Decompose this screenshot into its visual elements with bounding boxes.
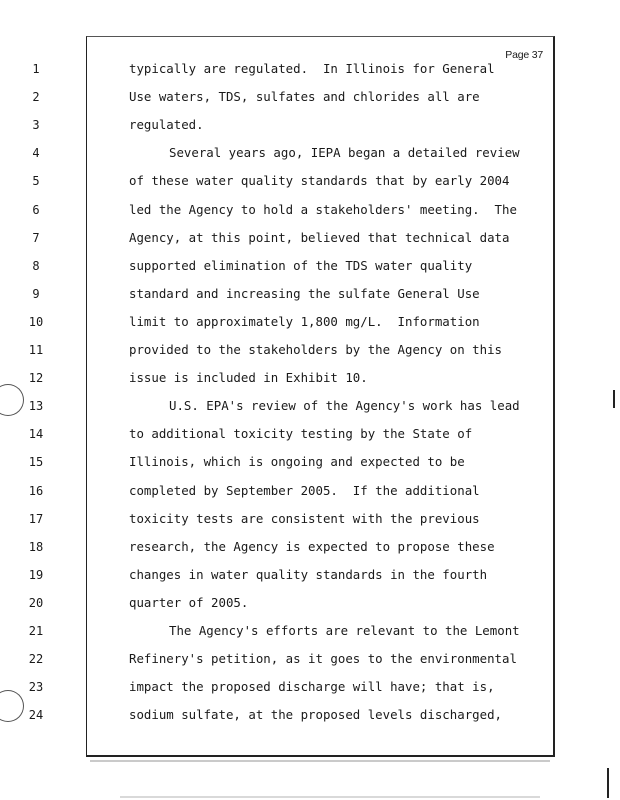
line-number: 1 [32, 62, 40, 76]
page-number: Page 37 [505, 49, 543, 61]
line-text: provided to the stakeholders by the Agency on this [129, 342, 502, 357]
line-text: research, the Agency is expected to propose these [129, 538, 495, 554]
transcript-page [28, 36, 555, 757]
line-text: U.S. EPA's review of the Agency's work has lead [169, 398, 520, 414]
line-text: regulated. [129, 117, 204, 133]
line-text: impact the proposed discharge will have; that is, [129, 679, 495, 695]
line-number: 14 [28, 427, 44, 442]
transcript-line [32, 143, 553, 163]
line-number: 15 [28, 455, 44, 470]
line-number: 7 [32, 230, 40, 245]
scan-edge-mark [607, 768, 609, 798]
transcript-line [28, 677, 553, 697]
line-text: completed by September 2005. If the additional [129, 482, 480, 498]
transcript-line [28, 621, 553, 641]
transcript-line [28, 396, 553, 416]
line-number: 6 [32, 202, 40, 217]
line-number: 24 [28, 708, 44, 723]
line-text: Refinery's petition, as it goes to the environmental [129, 651, 517, 667]
line-text: supported elimination of the TDS water quality [129, 257, 473, 273]
scan-bottom-streak [120, 796, 540, 798]
transcript-line [28, 312, 553, 332]
line-number: 8 [32, 258, 40, 273]
transcript-line [28, 593, 553, 613]
transcript-line [28, 509, 553, 529]
line-text: sodium sulfate, at the proposed levels discharged, [129, 707, 502, 723]
transcript-line [28, 649, 553, 669]
line-number: 5 [32, 174, 40, 189]
line-number: 19 [28, 567, 44, 582]
line-text: quarter of 2005. [129, 594, 249, 610]
transcript-line [32, 228, 553, 248]
line-text: limit to approximately 1,800 mg/L. Information [129, 313, 480, 329]
line-number: 17 [28, 511, 44, 526]
transcript-line [32, 171, 553, 191]
line-number: 20 [28, 595, 44, 610]
line-number: 3 [32, 118, 40, 133]
line-text: Use waters, TDS, sulfates and chlorides all are [129, 89, 480, 105]
line-number: 21 [28, 624, 44, 638]
scan-bottom-streak [90, 760, 550, 762]
line-text: The Agency's efforts are relevant to the Lemont [169, 623, 520, 638]
transcript-line [32, 200, 553, 220]
line-number: 2 [32, 90, 40, 105]
transcript-line [28, 481, 553, 501]
transcript-line [32, 59, 553, 79]
line-text: issue is included in Exhibit 10. [129, 370, 368, 386]
transcript-line [32, 87, 553, 107]
transcript-line [28, 424, 553, 444]
line-text: toxicity tests are consistent with the previous [129, 510, 480, 526]
transcript-line [32, 256, 553, 276]
line-number: 4 [32, 146, 40, 161]
line-text: changes in water quality standards in the fourth [129, 566, 488, 582]
line-text: of these water quality standards that by early 2004 [129, 173, 510, 189]
line-number: 12 [28, 371, 44, 386]
line-text: Agency, at this point, believed that technical data [129, 229, 510, 245]
line-number: 16 [28, 483, 44, 498]
transcript-line [28, 705, 553, 725]
transcript-line [32, 115, 553, 135]
transcript-line [28, 452, 553, 472]
line-number: 11 [28, 343, 44, 357]
scan-edge-mark [613, 390, 615, 408]
line-text: typically are regulated. In Illinois for General [129, 61, 495, 76]
line-text: led the Agency to hold a stakeholders' meeting. The [129, 201, 517, 217]
transcript-line [28, 565, 553, 585]
transcript-line [28, 340, 553, 360]
transcript-line [32, 284, 553, 304]
line-number: 23 [28, 680, 44, 695]
line-text: Illinois, which is ongoing and expected to be [129, 454, 465, 470]
line-number: 9 [32, 286, 40, 301]
line-number: 18 [28, 539, 44, 554]
transcript-line [28, 368, 553, 388]
line-number: 22 [28, 652, 44, 667]
line-number: 13 [28, 399, 44, 414]
line-number: 10 [28, 314, 44, 329]
line-text: Several years ago, IEPA began a detailed review [169, 145, 520, 161]
line-text: to additional toxicity testing by the State of [129, 426, 473, 442]
line-text: standard and increasing the sulfate General Use [129, 285, 480, 301]
transcript-line [28, 537, 553, 557]
